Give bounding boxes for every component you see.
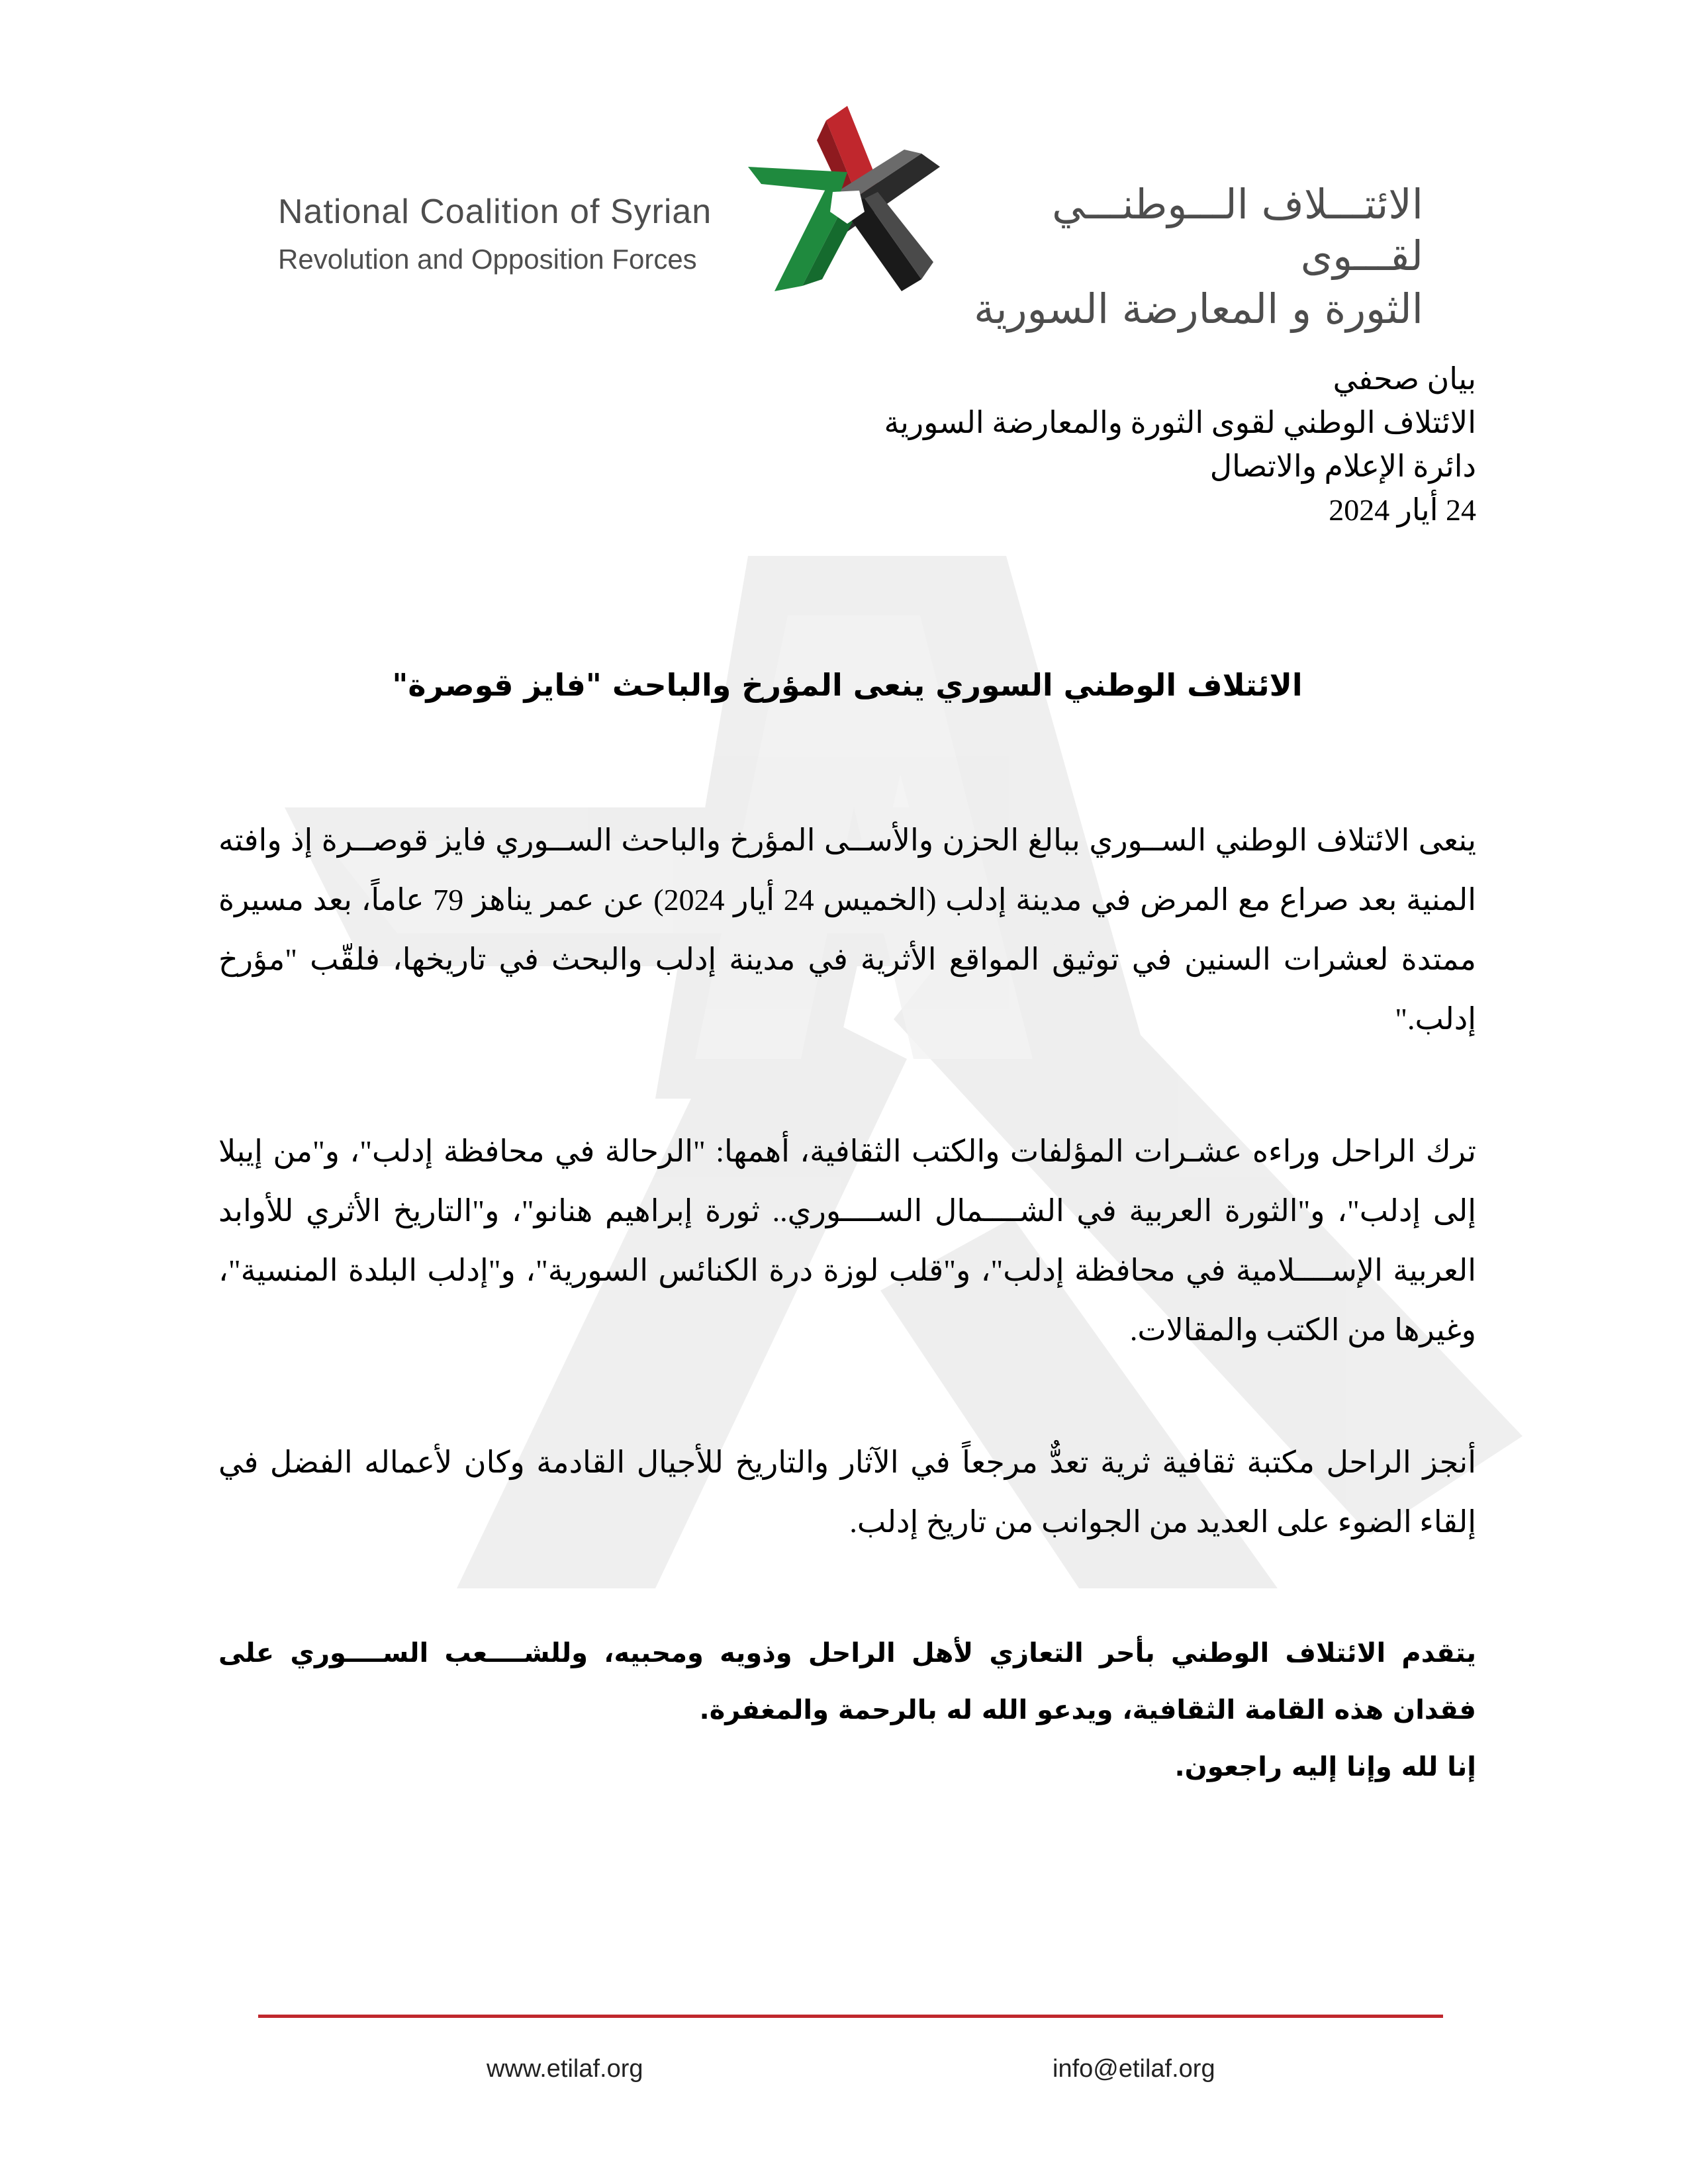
department-name: دائرة الإعلام والاتصال (1209, 449, 1476, 483)
footer-email-link[interactable]: info@etilaf.org (1053, 2055, 1215, 2083)
footer-website-link[interactable]: www.etilaf.org (487, 2055, 643, 2083)
body-paragraph-2: ترك الراحل وراءه عشـرات المؤلفات والكتب الثقافية، أهمها: "الرحالة في محافظة إدلب"، و"من إيبلا إلى إدلب"، و"الثورة العربية في الشــــمال الســــوري.. ثورة إبراهيم هنانو"، و"التاريخ الأثري للأوابد العربية الإســــلامية في محافظة إدلب"، و"قلب لوزة درة الكنائس السورية"، و"إدلب البلدة المنسية"، وغيرها من الكتب والمقالات. (218, 1134, 1476, 1347)
body-paragraph-3: أنجز الراحل مكتبة ثقافية ثرية تعدٌّ مرجعاً في الآثار والتاريخ للأجيال القادمة وكان لأعماله الفضل في إلقاء الضوء على العديد من الجوانب من تاريخ إدلب. (218, 1445, 1476, 1539)
organization-name: الائتلاف الوطني لقوى الثورة والمعارضة السورية (884, 406, 1476, 439)
release-date: 24 أيار 2024 (1329, 493, 1476, 527)
logo-arabic-line1: الائتـــلاف الـــوطنـــي لقـــوى (1052, 180, 1423, 280)
logo-english-line2: Revolution and Opposition Forces (278, 244, 697, 275)
closing-condolences: يتقدم الائتلاف الوطني بأحر التعازي لأهل الراحل وذويه ومحبيه، وللشــــعب الســــوري على فقدان هذه القامة الثقافية، ويدعو الله له بالرحمة والمغفرة. (218, 1638, 1476, 1725)
press-release-meta (549, 357, 1476, 532)
document-title: الائتلاف الوطني السوري ينعى المؤرخ والباحث "فايز قوصرة" (392, 667, 1303, 703)
coalition-star-logo-icon (748, 106, 940, 291)
document-type: بيان صحفي (1333, 362, 1476, 396)
logo-arabic-text (947, 179, 1423, 336)
footer-divider (258, 2015, 1443, 2018)
document-body (218, 811, 1476, 1796)
body-paragraph-1: ينعى الائتلاف الوطني الســوري ببالغ الحزن والأســى المؤرخ والباحث الســوري فايز قوصــرة إذ وافته المنية بعد صراع مع المرض في مدينة إدلب (الخميس 24 أيار 2024) عن عمر يناهز 79 عاماً، بعد مسيرة ممتدة لعشرات السنين في توثيق المواقع الأثرية في مدينة إدلب والبحث في تاريخها، فلقّب "مؤرخ إدلب." (218, 823, 1476, 1036)
letterhead (0, 0, 1688, 333)
logo-english-text (278, 189, 741, 281)
logo-english-line1: National Coalition of Syrian (278, 193, 712, 231)
closing-prayer: إنا لله وإنا إليه راجعون. (1174, 1752, 1476, 1782)
logo-arabic-line2: الثورة و المعارضة السورية (974, 285, 1423, 333)
